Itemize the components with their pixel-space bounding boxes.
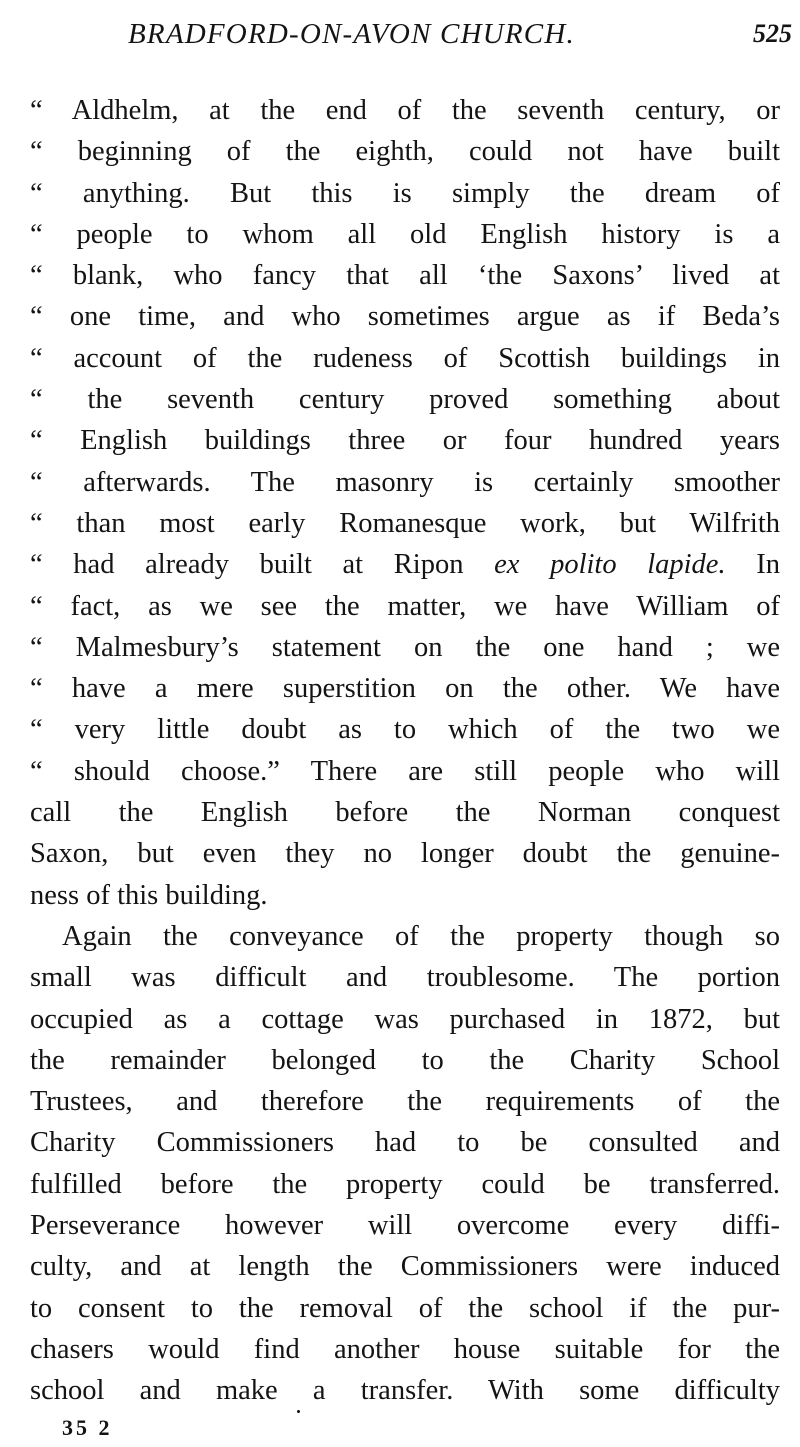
text-line: Charity Commissioners had to be consulted and — [30, 1127, 780, 1159]
text-line: “ very little doubt as to which of the two we — [30, 714, 780, 746]
text-line: Again the conveyance of the property though so — [62, 920, 780, 952]
running-title: BRADFORD-ON-AVON CHURCH. — [128, 18, 575, 50]
text-line: occupied as a cottage was purchased in 1872, but — [30, 1003, 780, 1035]
text-line: culty, and at length the Commissioners were induced — [30, 1251, 780, 1283]
text-line: “ Malmesbury’s statement on the one hand ; we — [30, 631, 780, 663]
text-line: “ should choose.” There are still people who will — [30, 755, 780, 787]
text-line: “ one time, and who sometimes argue as if Beda’s — [30, 301, 780, 333]
text-line: small was difficult and troublesome. The portion — [30, 962, 780, 994]
text-line: “ English buildings three or four hundred years — [30, 425, 780, 457]
text-line: “ anything. But this is simply the dream of — [30, 177, 780, 209]
printer-signature: 35 2 — [62, 1415, 113, 1440]
text-line: “ fact, as we see the matter, we have William of — [30, 590, 780, 622]
body-text — [30, 90, 780, 1412]
text-line: call the English before the Norman conquest — [30, 797, 780, 829]
text-line: chasers would find another house suitable for the — [30, 1333, 780, 1365]
text-line: “ account of the rudeness of Scottish buildings in — [30, 342, 780, 374]
text-line: Perseverance however will overcome every diffi- — [30, 1210, 780, 1242]
paragraph-quotation — [30, 90, 780, 916]
text-line: “ blank, who fancy that all ‘the Saxons’ lived at — [30, 260, 780, 292]
text-line: “ afterwards. The masonry is certainly smoother — [30, 466, 780, 498]
text-line: “ people to whom all old English history is a — [30, 218, 780, 250]
text-line: “ the seventh century proved something about — [30, 384, 780, 416]
text-line: to consent to the removal of the school if the pur- — [30, 1292, 780, 1324]
text-line: Saxon, but even they no longer doubt the genuine- — [30, 838, 780, 870]
ink-speck — [297, 1410, 300, 1413]
text-line: “ Aldhelm, at the end of the seventh century, or — [30, 95, 780, 126]
running-head — [128, 16, 792, 56]
text-line: ness of this building. — [30, 879, 268, 911]
latin-phrase: ex polito lapide. — [494, 549, 726, 581]
page-number: 525 — [753, 19, 792, 48]
text-line: “ than most early Romanesque work, but Wilfrith — [30, 507, 780, 539]
paragraph-conveyance — [30, 916, 780, 1412]
text-line: Trustees, and therefore the requirements of the — [30, 1086, 780, 1118]
text-line: “ have a mere superstition on the other. We have — [30, 673, 780, 705]
text-line: fulfilled before the property could be transferred. — [30, 1168, 780, 1200]
text-line: “ beginning of the eighth, could not have built — [30, 136, 780, 168]
text-line: the remainder belonged to the Charity School — [30, 1044, 780, 1076]
text-line: “ had already built at Ripon ex polito lapide. In — [30, 549, 780, 581]
text-line: school and make a transfer. With some difficulty — [30, 1375, 780, 1407]
